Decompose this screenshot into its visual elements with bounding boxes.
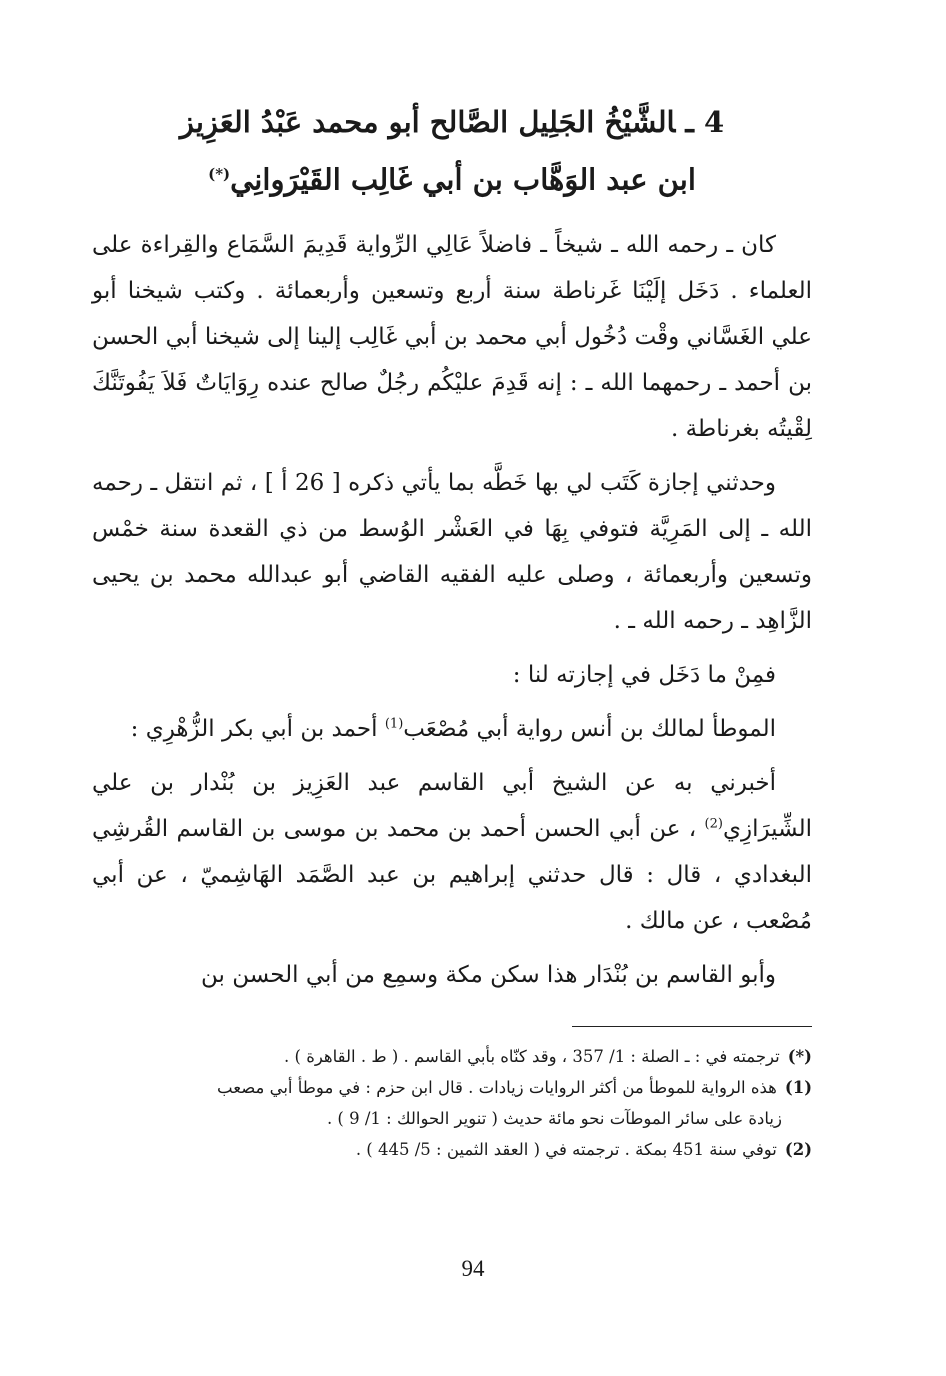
footnote-ref-2: (2)	[704, 816, 723, 831]
paragraph-4	[92, 706, 812, 752]
heading-line-2	[92, 148, 812, 206]
entry-number: 4 ـ	[685, 105, 725, 139]
entry-heading	[92, 96, 812, 206]
heading-line-1	[92, 96, 812, 148]
footnote-star-text: ترجمته في : ـ الصلة : 1/ 357 ، وقد كنّاه بأبي القاسم . ( ط . القاهرة ) .	[284, 1046, 780, 1066]
paragraph-4-text-a: الموطأ لمالك بن أنس رواية أبي مُصْعَب	[403, 715, 776, 742]
paragraph-5-text-a: أخبرني به عن الشيخ أبي القاسم عبد العَزِيز بن بُنْدار بن علي الشِّيرَازِي	[92, 769, 812, 842]
paragraph-3: فمِنْ ما دَخَل في إجازته لنا :	[512, 661, 776, 688]
paragraph-6: وأبو القاسم بن بُنْدَار هذا سكن مكة وسمِع من أبي الحسن بن	[201, 961, 776, 988]
footnote-star-mark: (*)	[787, 1046, 812, 1066]
paragraph-2: وحدثني إجازة كَتَب لي بها خَطَّه بما يأتي ذكره [ 26 أ ] ، ثم انتقل ـ رحمه الله ـ إلى المَرِيَّة فتوفي بِهَا في العَشْر الوُسط من ذي القعدة سنة خمْس وتسعين وأربعمائة ، وصلى عليه الفقيه القاضي أبو عبدالله محمد بن يحيى الزَّاهِد ـ رحمه الله ـ .	[92, 469, 812, 634]
heading-footnote-ref: (*)	[208, 165, 231, 183]
footnote-separator	[572, 1026, 812, 1027]
footnote-2-mark: (2)	[784, 1139, 812, 1159]
paragraph-5	[92, 760, 812, 944]
footnote-ref-1: (1)	[384, 716, 404, 731]
footnote-1	[92, 1072, 812, 1134]
paragraph-4-text-b: أحمد بن أبي بكر الزُّهْرِي :	[130, 715, 385, 742]
footnote-1-continuation: زيادة على سائر الموطآت نحو مائة حديث ( تنوير الحوالك : 1/ 9 ) .	[326, 1108, 782, 1128]
footnote-2	[92, 1134, 812, 1165]
heading-name-line-1: الشَّيْخُ الجَلِيل الصَّالح أبو محمد عَبْدُ العَزِيز	[179, 105, 676, 139]
heading-name-line-2: ابن عبد الوَهَّاب بن أبي غَالِب القَيْرَوانِي	[230, 162, 696, 197]
footnote-2-text: توفي سنة 451 بمكة . ترجمته في ( العقد الثمين : 5/ 445 ) .	[355, 1139, 777, 1159]
footnote-1-mark: (1)	[784, 1077, 812, 1097]
page-content	[92, 96, 812, 1165]
footnote-1-text: هذه الرواية للموطأ من أكثر الروايات زيادات . قال ابن حزم : في موطأ أبي مصعب	[217, 1077, 777, 1097]
paragraph-5-text-b: ، عن أبي الحسن أحمد بن محمد بن موسى بن القاسم القُرشِي البغدادي ، قال : قال حدثني إبراهيم بن عبد الصَّمَد الهَاشِميّ ، عن أبي مُصْعب ، عن مالك .	[92, 815, 812, 934]
paragraph-1: كان ـ رحمه الله ـ شيخاً ـ فاضلاً عَالِي الرِّواية قَدِيمَ السَّمَاع والقِراءة على العلماء . دَخَل إلَيْنَا غَرناطة سنة أربع وتسعين وأربعمائة . وكتب شيخنا أبو علي الغَسَّاني وقْت دُخُول أبي محمد بن أبي غَالِب إلينا إلى شيخنا أبي الحسن بن أحمد ـ رحمهما الله ـ : إنه قَدِمَ عليْكُم رجُلٌ صالح عنده رِوَايَاتٌ فَلاَ يَفُوتَنَّكَ لِقْيتُه بغرناطة .	[92, 231, 812, 442]
footnotes	[92, 1041, 812, 1165]
page-number: 94	[461, 1256, 485, 1281]
footnote-star	[92, 1041, 812, 1072]
